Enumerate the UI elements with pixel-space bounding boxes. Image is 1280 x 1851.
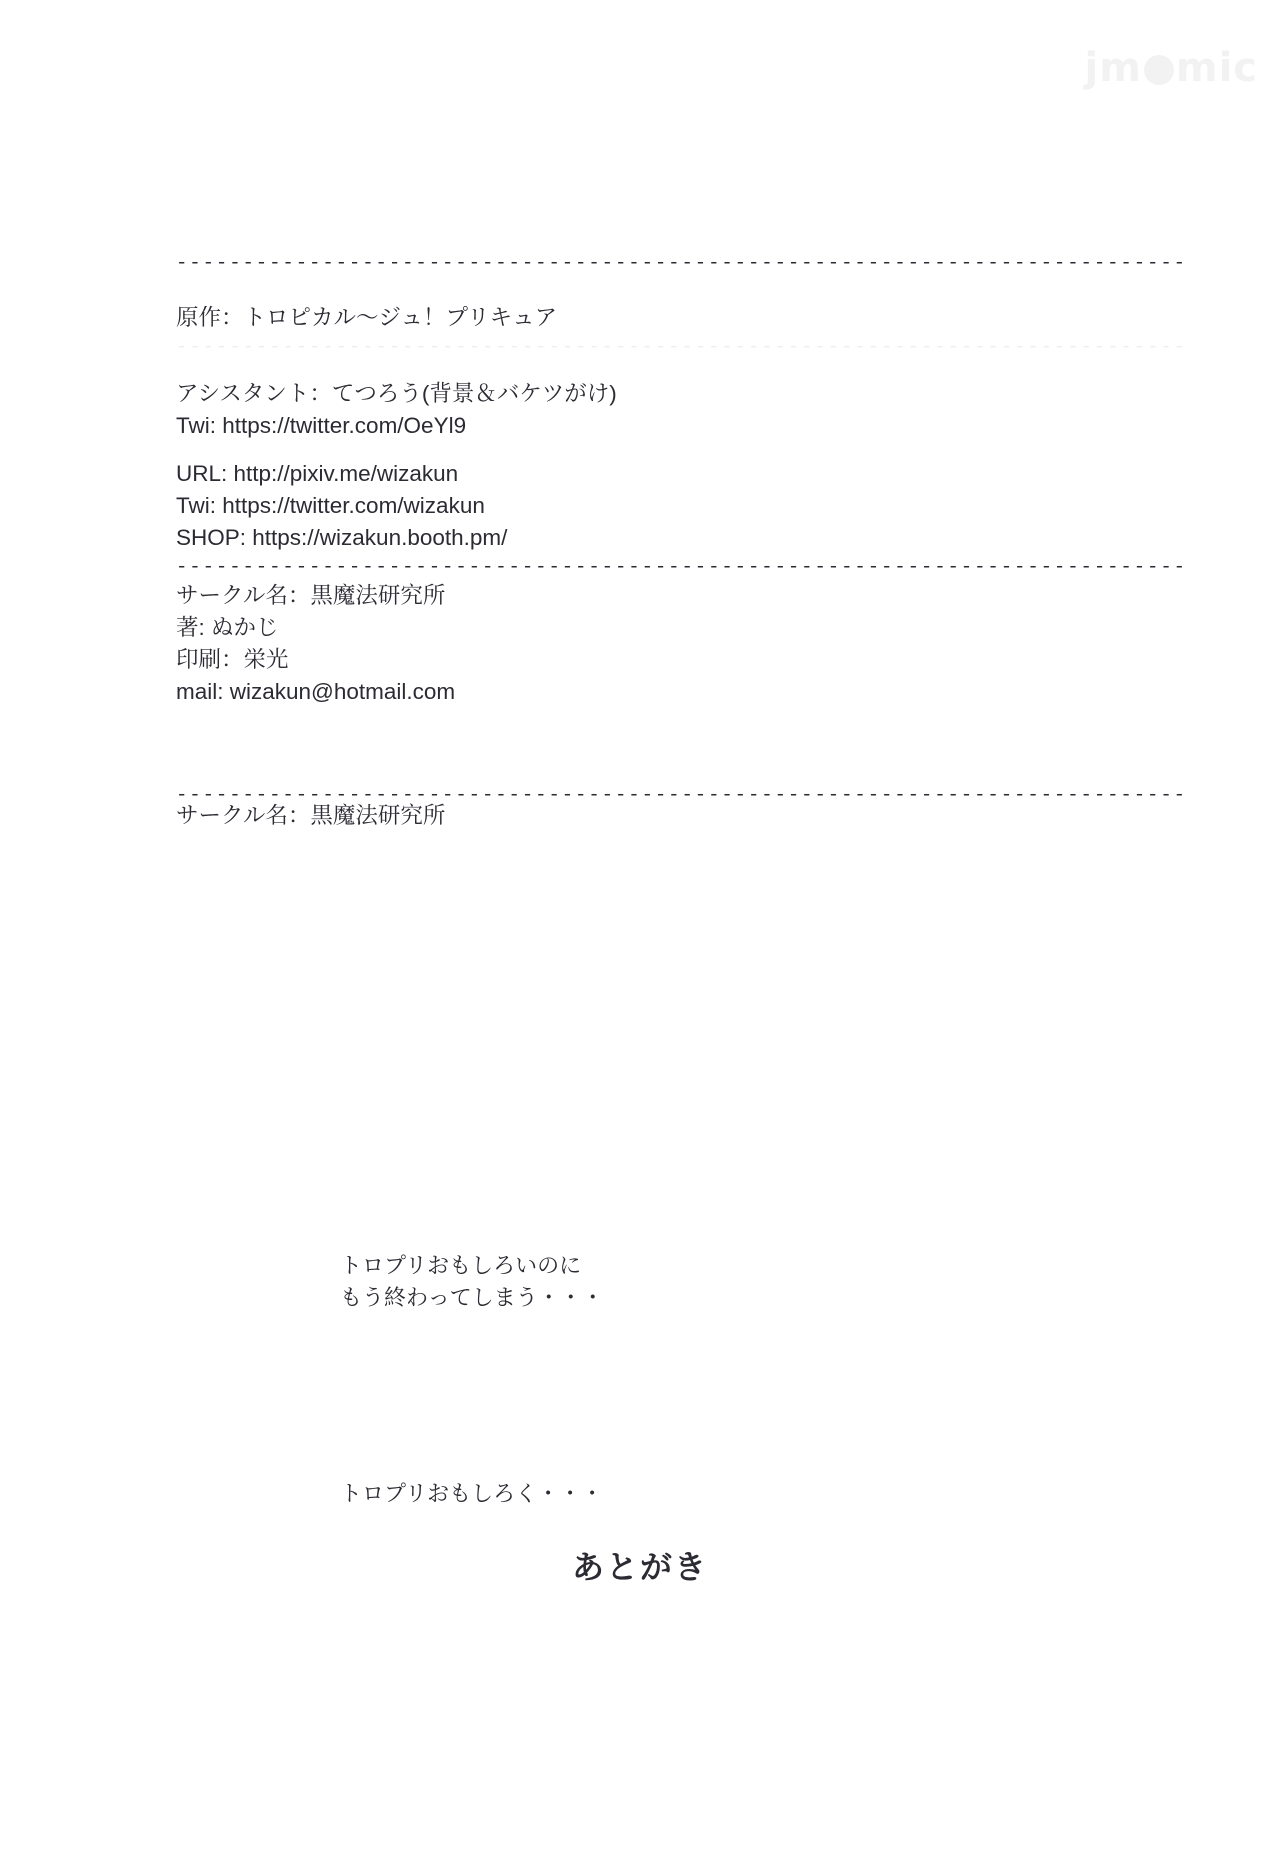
author-note-line-1: トロプリおもしろいのに <box>340 1253 582 1278</box>
colophon-block <box>176 250 1240 808</box>
circle-line: サークル名：黒魔法研究所 <box>176 583 446 608</box>
clipped-colophon-tail <box>176 800 1240 828</box>
printing-line: 印刷：栄光 <box>176 647 289 672</box>
divider-bottom: ---------------------------------------------------------------------------- <box>176 784 1187 806</box>
original-work-line: 原作：トロピカル～ジュ！プリキュア <box>176 305 558 330</box>
shop-line: SHOP: https://wizakun.booth.pm/ <box>176 525 508 550</box>
watermark-text-before: jm <box>1084 45 1142 91</box>
clipped-circle-line: サークル名：黒魔法研究所 <box>176 803 446 828</box>
jmcomic-watermark <box>1084 45 1259 91</box>
afterword-heading: あとがき <box>571 1549 708 1585</box>
spacer <box>176 442 1240 458</box>
author-line: 著: ぬかじ <box>176 615 279 640</box>
divider-top: ---------------------------------------------------------------------------- <box>176 252 1187 274</box>
author-note-line-2: もう終わってしまう・・・ <box>340 1285 604 1310</box>
author-note <box>340 1250 604 1314</box>
clipped-note-line: トロプリおもしろく・・・ <box>340 1481 604 1506</box>
watermark-text-after: mic <box>1175 45 1258 91</box>
url-line: URL: http://pixiv.me/wizakun <box>176 461 459 486</box>
assistant-line: アシスタント：てつろう(背景＆バケツがけ) <box>176 381 617 406</box>
twitter-line: Twi: https://twitter.com/wizakun <box>176 493 485 518</box>
divider-faint: ---------------------------------------------------------------------------- <box>176 336 1187 358</box>
assistant-twitter-line: Twi: https://twitter.com/OeYl9 <box>176 413 467 438</box>
spacer <box>176 276 1240 302</box>
mail-line: mail: wizakun@hotmail.com <box>176 679 456 704</box>
spacer <box>176 708 1240 782</box>
divider-middle: ---------------------------------------------------------------------------- <box>176 556 1187 578</box>
clipped-note-tail <box>340 1478 760 1506</box>
watermark-circle-icon <box>1144 55 1174 85</box>
spacer <box>176 360 1240 378</box>
